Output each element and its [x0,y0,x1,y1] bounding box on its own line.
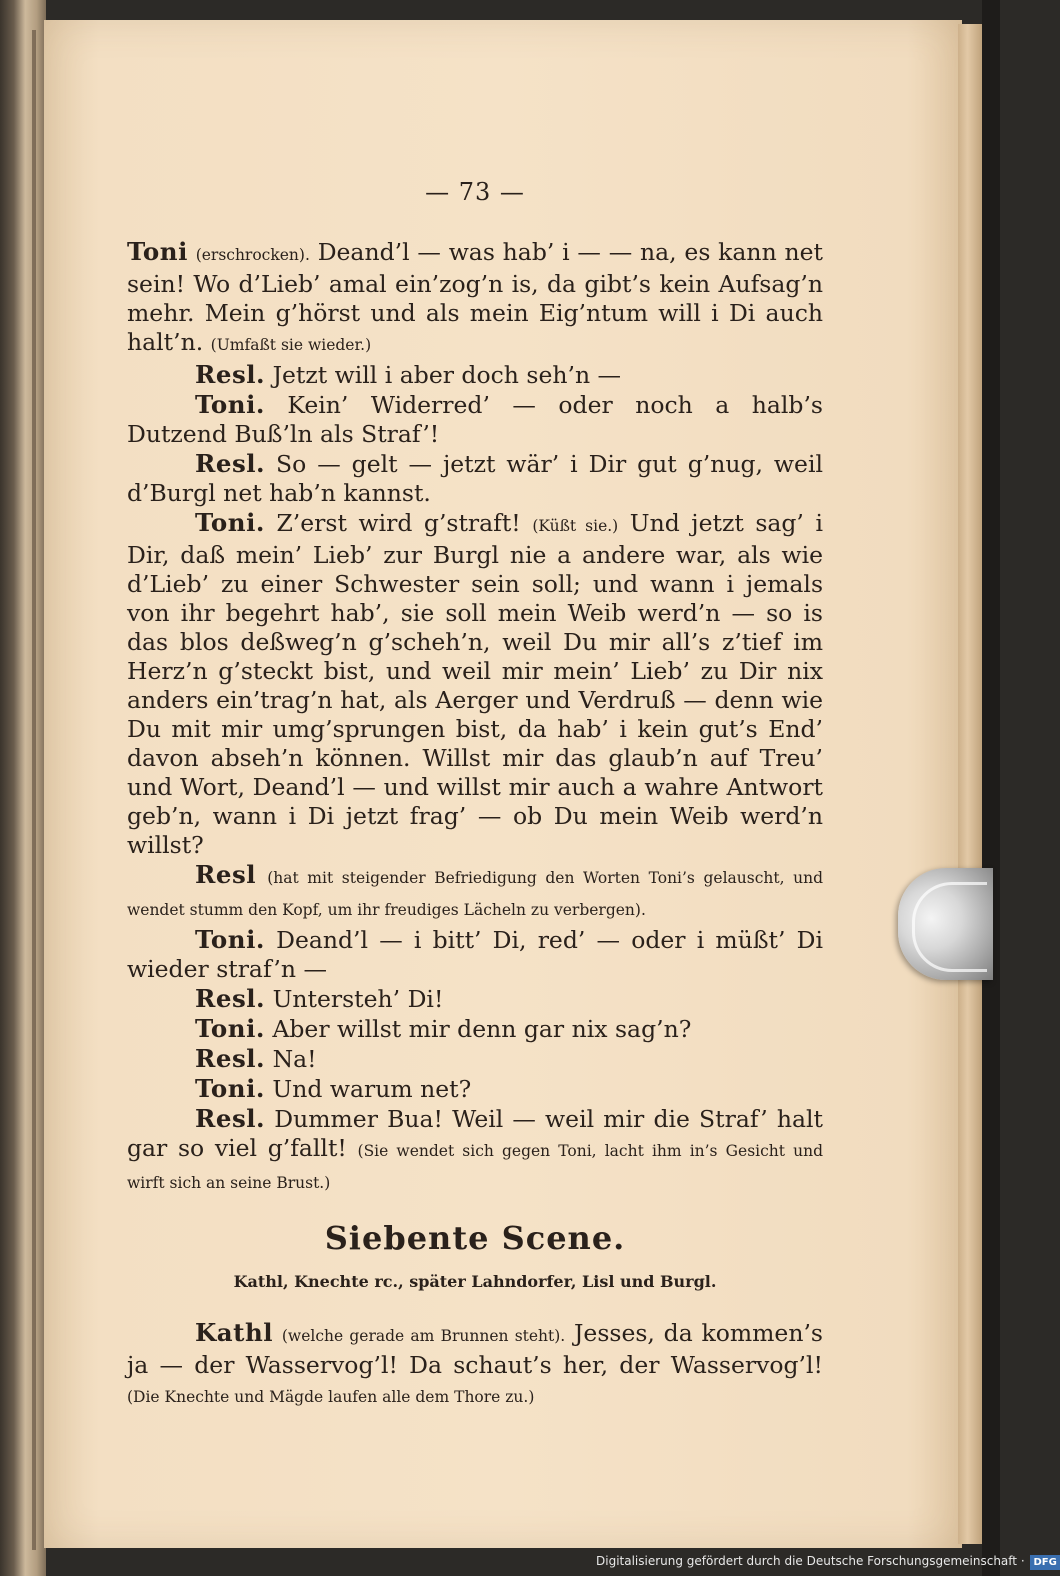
speaker-name: Resl. [195,1104,266,1133]
speaker-name: Toni. [195,1074,265,1103]
speech-toni-3 [127,508,823,860]
speech-text: Deand’l — was hab’ i — — na, es kann net sein! Wo d’Lieb’ amal ein’zog’n is, da gibt’s kein Aufsag’n mehr. Mein g’hörst und als mein Eig’ntum will i Di auch halt’n. [127,238,823,356]
speech-resl-2 [127,449,823,508]
speaker-name: Toni. [195,390,265,419]
speaker-name: Toni [127,237,188,266]
speech-text: Jesses, da kommen’s ja — der Wasservog’l! Da schaut’s her, der Wasservog’l! [127,1319,823,1379]
speech-resl-1 [127,360,823,390]
stage-direction: (hat mit steigender Befriedigung den Worten Toni’s gelauscht, und wendet stumm den Kopf, um ihr freudiges Lächeln zu verbergen). [127,869,823,919]
speech-text: Na! [272,1045,317,1073]
digitization-footer: Digitalisierung gefördert durch die Deutsche Forschungsgemeinschaft · DFG [596,1550,996,1572]
speech-resl-6 [127,1104,823,1198]
speech-resl-4 [127,984,823,1014]
speaker-name: Toni. [195,925,265,954]
speech-resl-5 [127,1044,823,1074]
book-spine [32,30,36,1550]
speaker-name: Resl. [195,449,266,478]
cast-list: Kathl, Knechte rc., später Lahndorfer, Lisl und Burgl. [233,1272,717,1291]
speaker-name: Resl [195,860,257,889]
thumb-holder-clip [898,868,993,980]
speech-toni-2 [127,390,823,449]
page-text [127,178,823,1412]
stage-direction: (Umfaßt sie wieder.) [210,336,372,354]
book-left-edge [0,0,46,1576]
speech-toni-5 [127,1014,823,1044]
speaker-name: Resl. [195,360,266,389]
page-stack-edge [958,24,982,1544]
speaker-name: Toni. [195,1014,265,1043]
stage-direction: (Küßt sie.) [532,517,619,535]
speech-toni-1 [127,237,823,360]
stage-direction: (erschrocken). [195,246,310,264]
footer-text: Digitalisierung gefördert durch die Deutsche Forschungsgemeinschaft [596,1554,1018,1568]
speech-toni-6 [127,1074,823,1104]
speech-text: Z’erst wird g’straft! [276,509,521,537]
speech-text: Deand’l — i bitt’ Di, red’ — oder i müßt’ Di wieder straf’n — [127,926,823,983]
speaker-name: Toni. [195,508,265,537]
stage-direction: (welche gerade am Brunnen steht). [281,1327,566,1345]
speech-text: So — gelt — jetzt wär’ i Dir gut g’nug, weil d’Burgl net hab’n kannst. [127,450,823,507]
scene-title: Siebente Scene. [324,1219,626,1257]
speech-text: Untersteh’ Di! [272,985,444,1013]
speech-toni-4 [127,925,823,984]
speech-resl-3 [127,860,823,925]
speech-text: Aber willst mir denn gar nix sag’n? [272,1015,692,1043]
scan-background [982,0,1000,1576]
speech-text: Jetzt will i aber doch seh’n — [272,361,622,389]
speaker-name: Kathl [195,1318,274,1347]
speech-text: Dummer Bua! Weil — weil mir die Straf’ halt gar so viel g’fallt! [127,1105,823,1162]
stage-direction: (Die Knechte und Mägde laufen alle dem Thore zu.) [127,1388,535,1406]
speech-text: Kein’ Widerred’ — oder noch a halb’s Dutzend Buß’ln als Straf’! [127,391,823,448]
dfg-logo: DFG [1030,1555,1059,1570]
speech-kathl-1 [127,1318,823,1412]
speech-text: Und jetzt sag’ i Dir, daß mein’ Lieb’ zur Burgl nie a andere war, als wie d’Lieb’ zu einer Schwester sein soll; und wann i jemals von ihr begehrt hab’, sie soll mein Weib werd’n — so is das blos deßweg’n g’scheh’n, weil Du mir all’s z’tief im Herz’n g’steckt bist, und weil mir mein’ Lieb’ zu Dir nix anders ein’trag’n hat, als Aerger und Verdruß — denn wie Du mit mir umg’sprungen bist, da hab’ i kein gut’s End’ davon abseh’n können. Willst mir das glaub’n auf Treu’ und Wort, Deand’l — und willst mir auch a wahre Antwort geb’n, wann i Di jetzt frag’ — ob Du mein Weib werd’n willst? [127,509,823,859]
stage-direction: (Sie wendet sich gegen Toni, lacht ihm in’s Gesicht und wirft sich an seine Brust.) [127,1142,823,1192]
speaker-name: Resl. [195,1044,266,1073]
page-number: — 73 — [425,178,525,206]
speech-text: Und warum net? [272,1075,472,1103]
speaker-name: Resl. [195,984,266,1013]
